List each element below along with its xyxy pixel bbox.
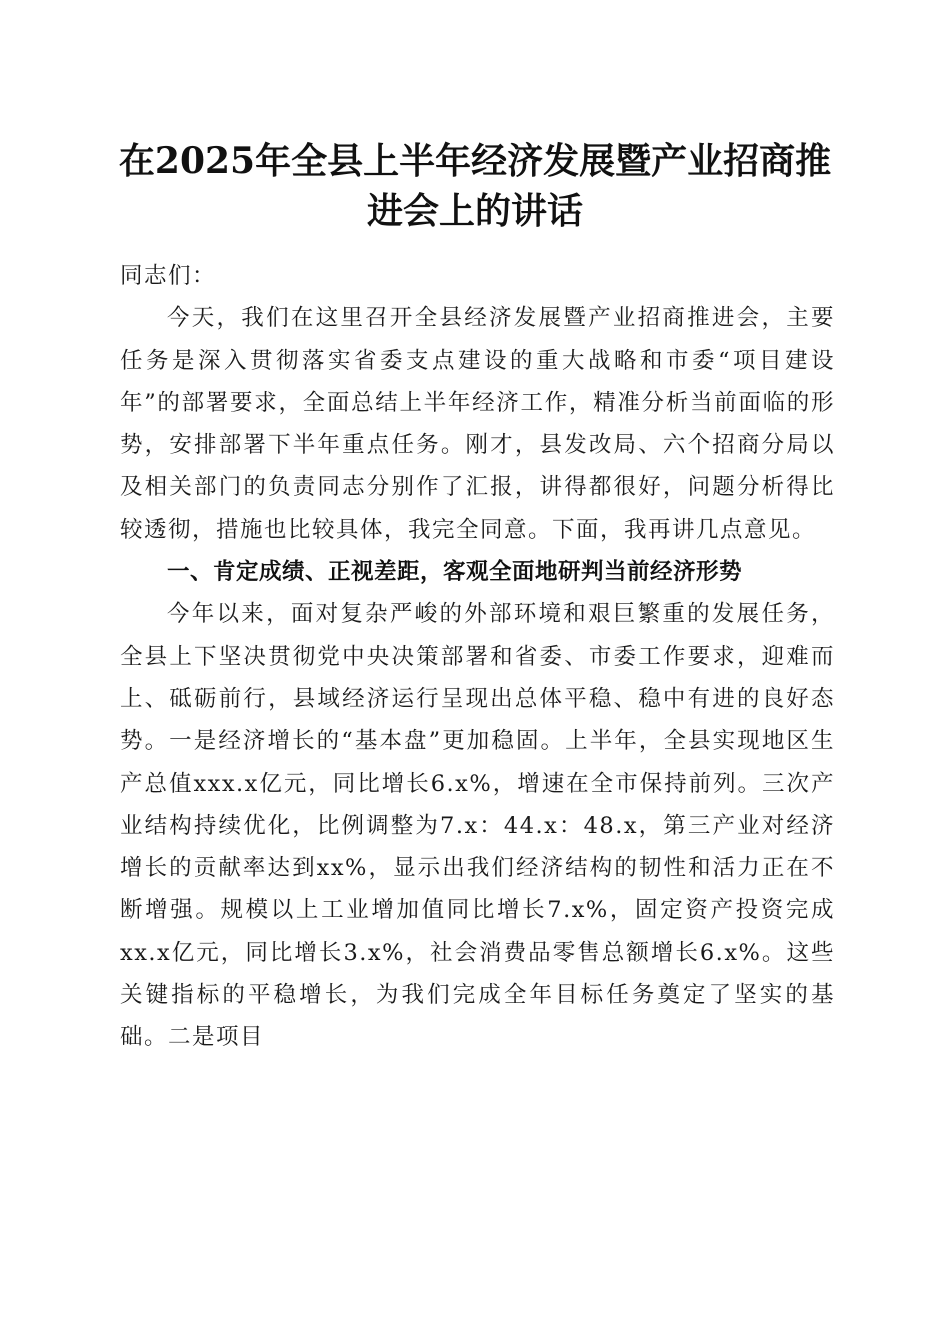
paragraph-economic-situation: 今年以来，面对复杂严峻的外部环境和艰巨繁重的发展任务，全县上下坚决贯彻党中央决策部署和省委、市委工作要求，迎难而上、砥砺前行，县域经济运行呈现出总体平稳、稳中有进的良好态势。一是经济增长的“基本盘”更加稳固。上半年，全县实现地区生产总值xxx.x亿元，同比增长6.x%，增速在全市保持前列。三次产业结构持续优化，比例调整为7.x：44.x：48.x，第三产业对经济增长的贡献率达到xx%，显示出我们经济结构的韧性和活力正在不断增强。规模以上工业增加值同比增长7.x%，固定资产投资完成xx.x亿元，同比增长3.x%，社会消费品零售总额增长6.x%。这些关键指标的平稳增长，为我们完成全年目标任务奠定了坚实的基础。二是项目 (120, 601, 835, 1051)
title-line-2: 进会上的讲话 (366, 190, 583, 232)
title-line-1: 在2025年全县上半年经济发展暨产业招商推 (118, 140, 832, 182)
section-heading-1: 一、肯定成绩、正视差距，客观全面地研判当前经济形势 (167, 559, 743, 586)
paragraph-opening: 今天，我们在这里召开全县经济发展暨产业招商推进会，主要任务是深入贯彻落实省委支点建设的重大战略和市委“项目建设年”的部署要求，全面总结上半年经济工作，精准分析当前面临的形势，安排部署下半年重点任务。刚才，县发改局、六个招商分局以及相关部门的负责同志分别作了汇报，讲得都很好，问题分析得比较透彻，措施也比较具体，我完全同意。下面，我再讲几点意见。 (120, 305, 835, 543)
document-body (120, 255, 835, 1059)
salutation: 同志们： (120, 263, 217, 289)
document-title (110, 136, 840, 236)
